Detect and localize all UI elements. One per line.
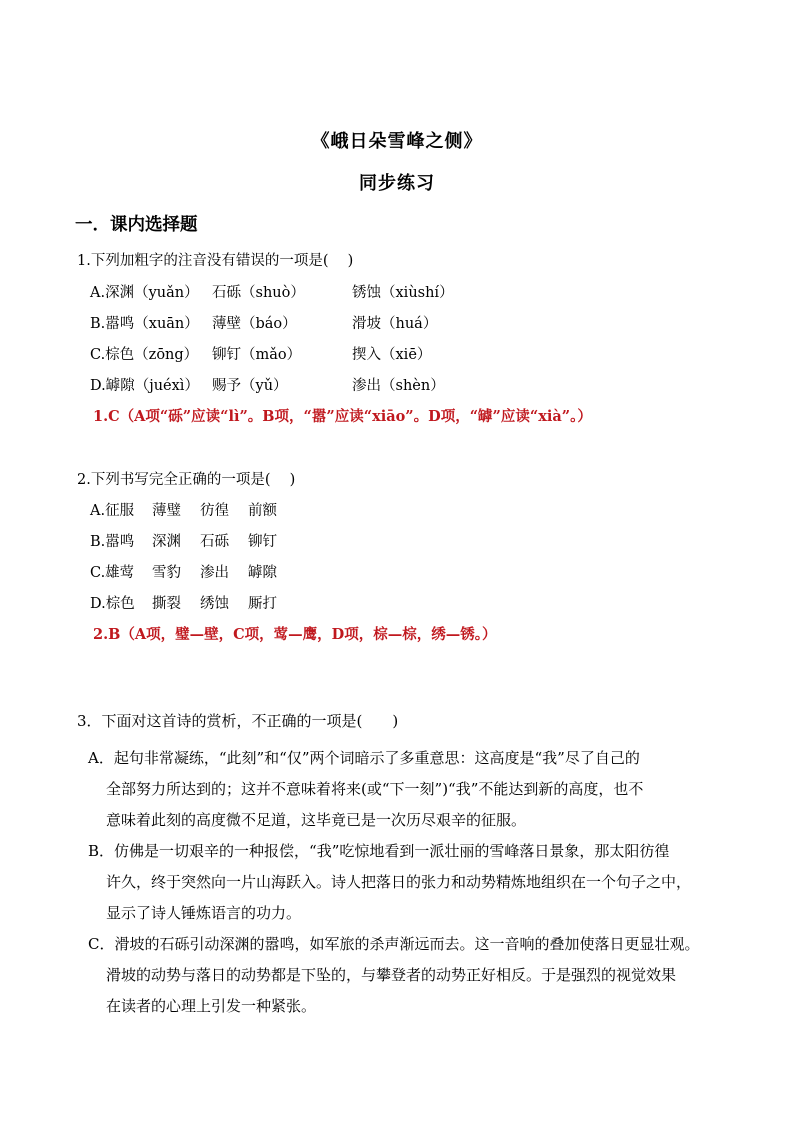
- option-word: 石砾: [200, 534, 229, 550]
- option-word: 厮打: [248, 596, 277, 612]
- option-cell: 薄壁（báo）: [212, 316, 297, 332]
- option-word: 彷徨: [200, 503, 229, 519]
- option-cell: A.深渊（yuǎn）: [90, 285, 199, 301]
- option-cell: 铆钉（mǎo）: [212, 347, 302, 363]
- option-word: 罅隙: [248, 565, 277, 581]
- question-3-option-a: [88, 743, 728, 836]
- option-cell: 石砾（shuò）: [212, 285, 305, 301]
- question-2-option-d: [90, 592, 296, 613]
- option-word: 雪豹: [152, 565, 181, 581]
- option-cell: D.罅隙（juéxì）: [90, 378, 199, 394]
- page-title: 《峨日朵雪峰之侧》: [311, 131, 483, 152]
- option-line: 显示了诗人锤炼语言的功力。: [106, 904, 302, 922]
- option-word: 前额: [248, 503, 277, 519]
- question-1-option-d: [90, 374, 445, 395]
- option-cell: 渗出（shèn）: [352, 378, 445, 394]
- option-word: 绣蚀: [200, 596, 229, 612]
- option-word: 深渊: [152, 534, 181, 550]
- option-line: 许久，终于突然向一片山海跃入。诗人把落日的张力和动势精炼地组织在一个句子之中，: [106, 873, 692, 891]
- option-line: 在读者的心理上引发一种紧张。: [106, 997, 317, 1015]
- option-word: 薄璧: [152, 503, 181, 519]
- question-2-option-c: [90, 561, 296, 582]
- option-word: 铆钉: [248, 534, 277, 550]
- question-2-answer: 2.B（A项，璧—壁，C项，莺—鹰，D项，棕—棕，绣—锈。）: [93, 626, 497, 643]
- option-line: 全部努力所达到的；这并不意味着将来(或“下一刻”)“我”不能达到新的高度，也不: [106, 780, 644, 798]
- option-word: 渗出: [200, 565, 229, 581]
- question-1-option-b: [90, 312, 437, 333]
- option-word: C.雄莺: [90, 565, 135, 581]
- question-2-option-a: [90, 499, 296, 520]
- page-subtitle: 同步练习: [359, 173, 435, 194]
- option-cell: 赐予（yǔ）: [212, 378, 288, 394]
- question-2-stem: 2.下列书写完全正确的一项是( ): [77, 472, 296, 488]
- question-1-answer: 1.C（A项“砾”应读“lì”。B项，“嚣”应读“xiāo”。D项，“罅”应读“xià”。）: [93, 408, 592, 425]
- option-cell: B.嚣鸣（xuān）: [90, 316, 199, 332]
- option-word: 撕裂: [152, 596, 181, 612]
- option-line: C．滑坡的石砾引动深渊的嚣鸣，如军旅的杀声渐远而去。这一音响的叠加使落日更显壮观。: [88, 935, 700, 953]
- option-word: D.棕色: [90, 596, 135, 612]
- option-cell: 锈蚀（xiùshí）: [352, 285, 454, 301]
- option-line: A．起句非常凝练，“此刻”和“仅”两个词暗示了多重意思：这高度是“我”尽了自己的: [88, 749, 640, 767]
- option-word: B.嚣鸣: [90, 534, 135, 550]
- question-1-option-c: [90, 343, 431, 364]
- option-cell: C.棕色（zōng）: [90, 347, 199, 363]
- option-cell: 揳入（xiē）: [352, 347, 432, 363]
- question-2-option-b: [90, 530, 296, 551]
- question-1-stem: 1.下列加粗字的注音没有错误的一项是( ): [77, 253, 354, 269]
- section-heading: 一．课内选择题: [75, 215, 198, 235]
- option-line: 意味着此刻的高度微不足道，这毕竟已是一次历尽艰辛的征服。: [106, 811, 527, 829]
- question-3-stem: 3．下面对这首诗的赏析，不正确的一项是( ): [77, 712, 399, 730]
- option-line: 滑坡的动势与落日的动势都是下坠的，与攀登者的动势正好相反。于是强烈的视觉效果: [106, 966, 677, 984]
- question-3-option-b: [88, 836, 728, 929]
- question-3-option-c: [88, 929, 728, 1022]
- option-word: A.征服: [90, 503, 135, 519]
- option-line: B．仿佛是一切艰辛的一种报偿，“我”吃惊地看到一派壮丽的雪峰落日景象，那太阳彷徨: [88, 842, 670, 860]
- option-cell: 滑坡（huá）: [352, 316, 438, 332]
- question-1-option-a: [90, 281, 454, 302]
